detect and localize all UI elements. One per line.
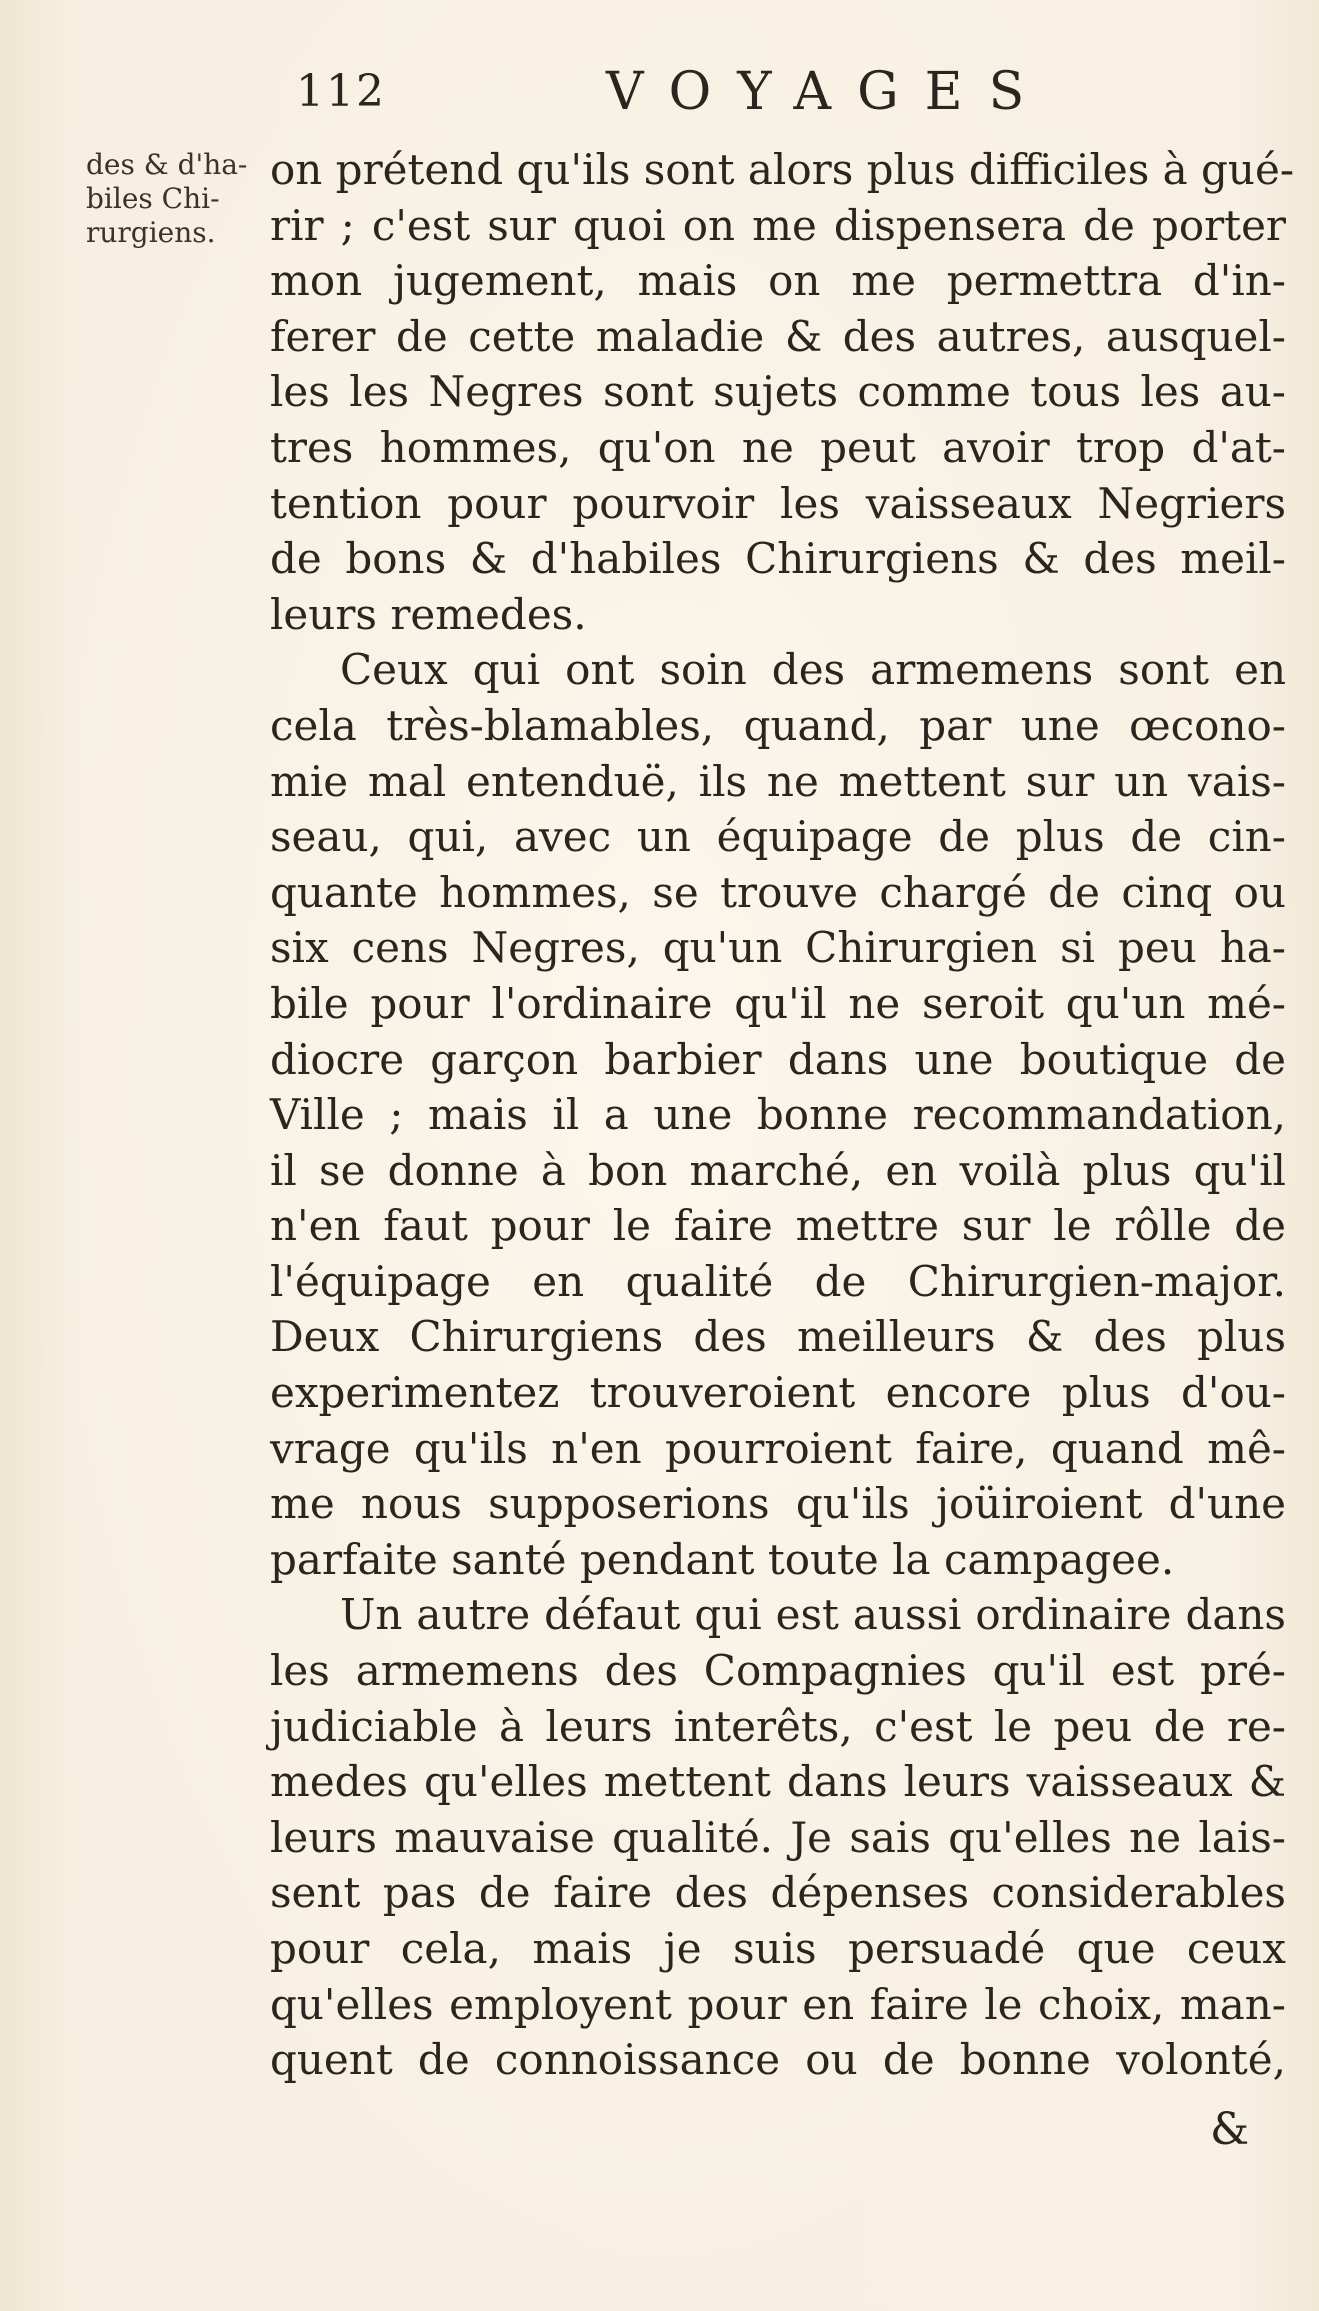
text-line: me nous supposerions qu'ils joüiroient d'une: [270, 1479, 1286, 1529]
text-line: les armemens des Compagnies qu'il est pré-: [270, 1646, 1286, 1696]
text-line: pour cela, mais je suis persuadé que ceux: [270, 1924, 1286, 1973]
text-line: Ceux qui ont soin des armemens sont en: [340, 645, 1286, 695]
text-line: mie mal entenduë, ils ne mettent sur un vais-: [270, 756, 1286, 806]
text-line: parfaite santé pendant toute la campagee.: [270, 1534, 1175, 1584]
marginal-note-line: rurgiens.: [86, 216, 216, 249]
text-line: tres hommes, qu'on ne peut avoir trop d'at-: [270, 422, 1286, 472]
text-line: rir ; c'est sur quoi on me dispensera de porter: [270, 200, 1286, 250]
text-line: diocre garçon barbier dans une boutique de: [270, 1034, 1286, 1084]
text-line: de bons & d'habiles Chirurgiens & des meil-: [270, 534, 1286, 584]
text-line: sent pas de faire des dépenses considerables: [270, 1868, 1286, 1918]
text-line: vrage qu'ils n'en pourroient faire, quand mê-: [270, 1423, 1286, 1473]
text-line: judiciable à leurs interêts, c'est le peu de re-: [270, 1701, 1286, 1751]
text-line: mon jugement, mais on me permettra d'in-: [270, 256, 1286, 306]
body-text: [270, 142, 1295, 2088]
text-line: quante hommes, se trouve chargé de cinq ou: [270, 867, 1286, 917]
text-line: leurs mauvaise qualité. Je sais qu'elles ne lais-: [270, 1812, 1286, 1862]
text-line: Ville ; mais il a une bonne recommandation,: [270, 1090, 1286, 1140]
text-line: seau, qui, avec un équipage de plus de cin-: [270, 812, 1286, 862]
text-line: six cens Negres, qu'un Chirurgien si peu ha-: [270, 923, 1286, 973]
page-number: 112: [296, 66, 386, 117]
text-line: leurs remedes.: [270, 589, 587, 639]
text-line: qu'elles employent pour en faire le choix, man-: [270, 1979, 1286, 2029]
text-line: ferer de cette maladie & des autres, ausquel-: [270, 311, 1286, 361]
text-line: experimentez trouveroient encore plus d'ou-: [270, 1368, 1286, 1418]
text-line: l'équipage en qualité de Chirurgien-major.: [270, 1256, 1286, 1306]
text-line: Deux Chirurgiens des meilleurs & des plus: [270, 1312, 1286, 1362]
running-head: [288, 62, 1051, 122]
marginal-note-line: des & d'ha-: [86, 148, 248, 181]
running-title: VOYAGES: [606, 62, 1051, 122]
text-line: on prétend qu'ils sont alors plus difficiles à gué-: [270, 145, 1295, 194]
marginal-note-line: biles Chi-: [86, 182, 220, 215]
text-line: quent de connoissance ou de bonne volonté,: [270, 2035, 1286, 2085]
text-line: les les Negres sont sujets comme tous les au-: [270, 367, 1286, 417]
text-line: n'en faut pour le faire mettre sur le rôlle de: [270, 1201, 1286, 1251]
text-line: medes qu'elles mettent dans leurs vaisseaux &: [270, 1757, 1286, 1807]
text-line: cela très-blamables, quand, par une œcono-: [270, 700, 1286, 750]
text-line: Un autre défaut qui est aussi ordinaire dans: [340, 1590, 1286, 1640]
marginal-note: [86, 148, 266, 250]
catchword: &: [1210, 2104, 1250, 2155]
text-line: tention pour pourvoir les vaisseaux Negriers: [270, 478, 1286, 528]
text-line: il se donne à bon marché, en voilà plus qu'il: [270, 1145, 1286, 1195]
text-line: bile pour l'ordinaire qu'il ne seroit qu'un mé-: [270, 978, 1286, 1028]
